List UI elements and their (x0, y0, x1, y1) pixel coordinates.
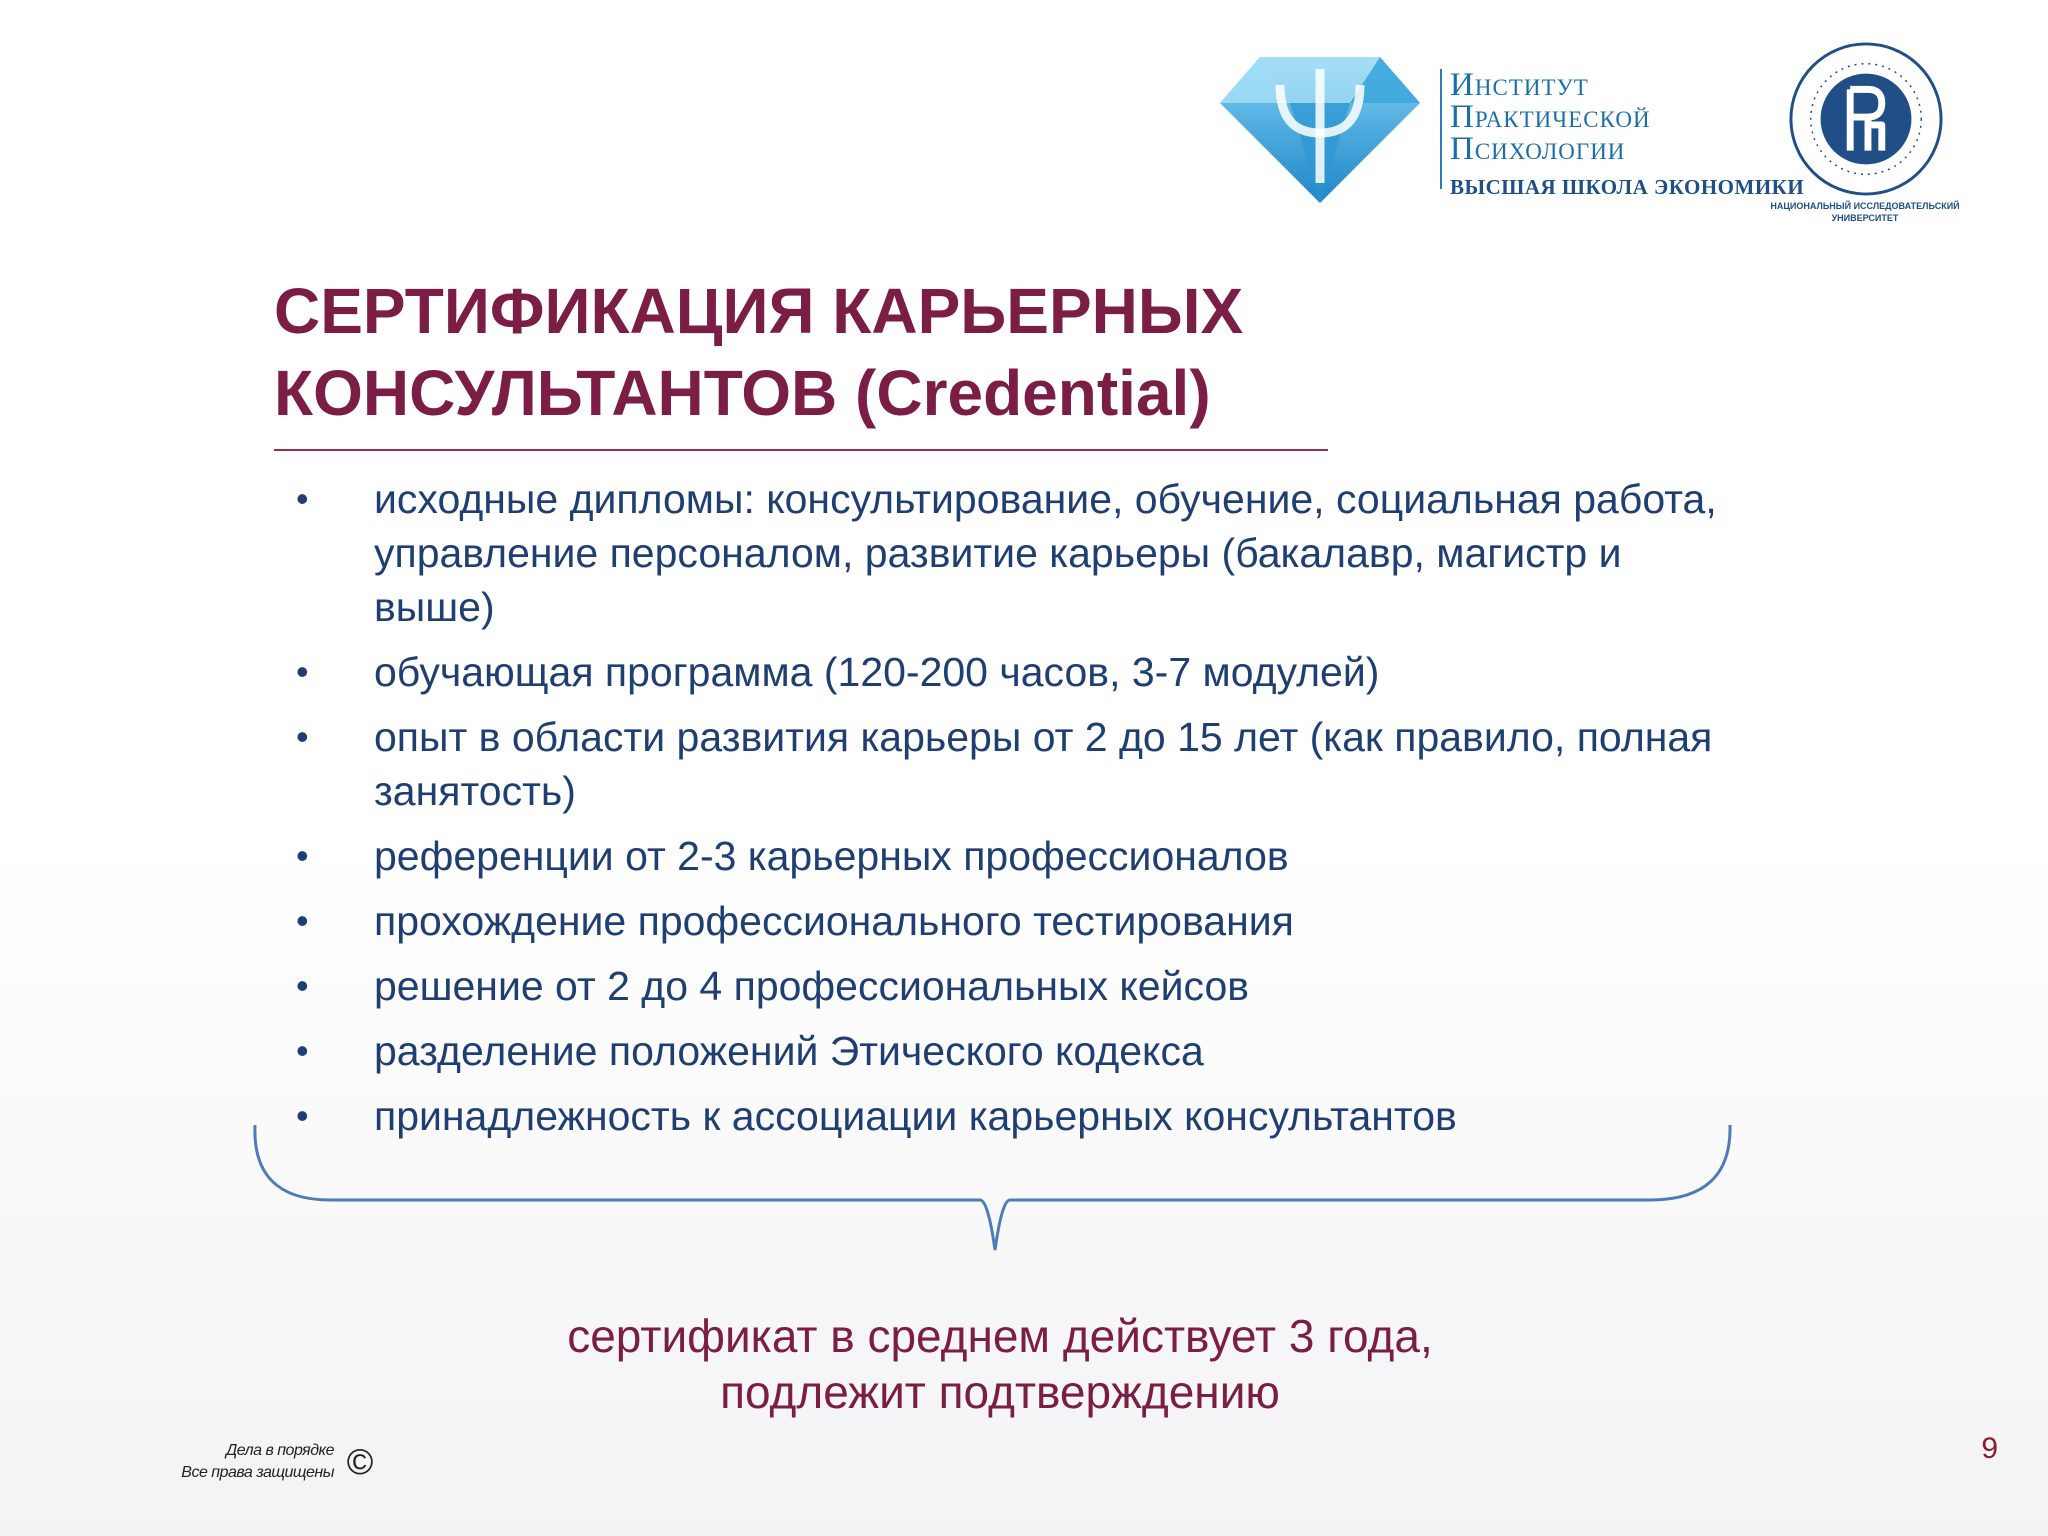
list-item-text: решение от 2 до 4 профессиональных кейсов (374, 963, 1250, 1009)
bullet-icon: • (296, 1030, 309, 1071)
list-item (290, 894, 1750, 948)
list-item (290, 710, 1750, 818)
hse-caption-line: НАЦИОНАЛЬНЫЙ ИССЛЕДОВАТЕЛЬСКИЙ (1770, 201, 1960, 211)
title-underline (274, 449, 1328, 451)
requirements-list (290, 472, 1750, 1154)
institute-logo (1220, 55, 1805, 215)
list-item-text: прохождение профессионального тестирования (374, 898, 1294, 944)
bullet-icon: • (296, 835, 309, 876)
institute-name-line: Психологии (1450, 131, 1626, 167)
conclusion-text (400, 1308, 1600, 1420)
page-number: 9 (1981, 1432, 1998, 1465)
title-line: СЕРТИФИКАЦИЯ КАРЬЕРНЫХ (274, 275, 1244, 347)
list-item-text: принадлежность к ассоциации карьерных консультантов (374, 1093, 1457, 1139)
list-item (290, 829, 1750, 883)
list-item-text: опыт в области развития карьеры от 2 до 15 лет (как правило, полная занятость) (374, 714, 1713, 814)
institute-subtitle: ВЫСШАЯ ШКОЛА ЭКОНОМИКИ (1450, 175, 1805, 199)
list-item (290, 472, 1750, 634)
bullet-icon: • (296, 651, 309, 692)
footer-line: Дела в порядке (225, 1442, 334, 1459)
hse-caption-line: УНИВЕРСИТЕТ (1831, 213, 1899, 223)
title-line: КОНСУЛЬТАНТОВ (Credential) (274, 357, 1211, 429)
hse-logo (1765, 40, 1965, 240)
footer-text (181, 1440, 334, 1484)
footer-copyright (120, 1440, 382, 1490)
conclusion-line: сертификат в среднем действует 3 года, (567, 1310, 1433, 1362)
list-item (290, 645, 1750, 699)
hse-seal-icon (1787, 40, 1945, 198)
list-item-text: референции от 2-3 карьерных профессионалов (374, 833, 1289, 879)
footer-line: Все права защищены (181, 1464, 334, 1481)
list-item-text: исходные дипломы: консультирование, обучение, социальная работа, управление персоналом, развитие карьеры (бакалавр, магистр и выше) (374, 476, 1717, 630)
conclusion-line: подлежит подтверждению (720, 1366, 1280, 1418)
list-item-text: обучающая программа (120-200 часов, 3-7 модулей) (374, 649, 1380, 695)
list-item (290, 959, 1750, 1013)
bullet-icon: • (296, 900, 309, 941)
list-item (290, 1024, 1750, 1078)
copyright-icon: © (346, 1441, 374, 1482)
page-title (274, 270, 1374, 434)
bullet-icon: • (296, 478, 309, 519)
hse-caption (1765, 200, 1965, 224)
diamond-psi-icon (1220, 55, 1420, 205)
bullet-icon: • (296, 1095, 309, 1136)
curly-brace-icon (240, 1120, 1760, 1290)
institute-name (1440, 67, 1805, 199)
institute-name-line: Институт (1450, 67, 1589, 103)
institute-name-line: Практической (1450, 99, 1651, 135)
bullet-icon: • (296, 716, 309, 757)
list-item-text: разделение положений Этического кодекса (374, 1028, 1204, 1074)
bullet-icon: • (296, 965, 309, 1006)
